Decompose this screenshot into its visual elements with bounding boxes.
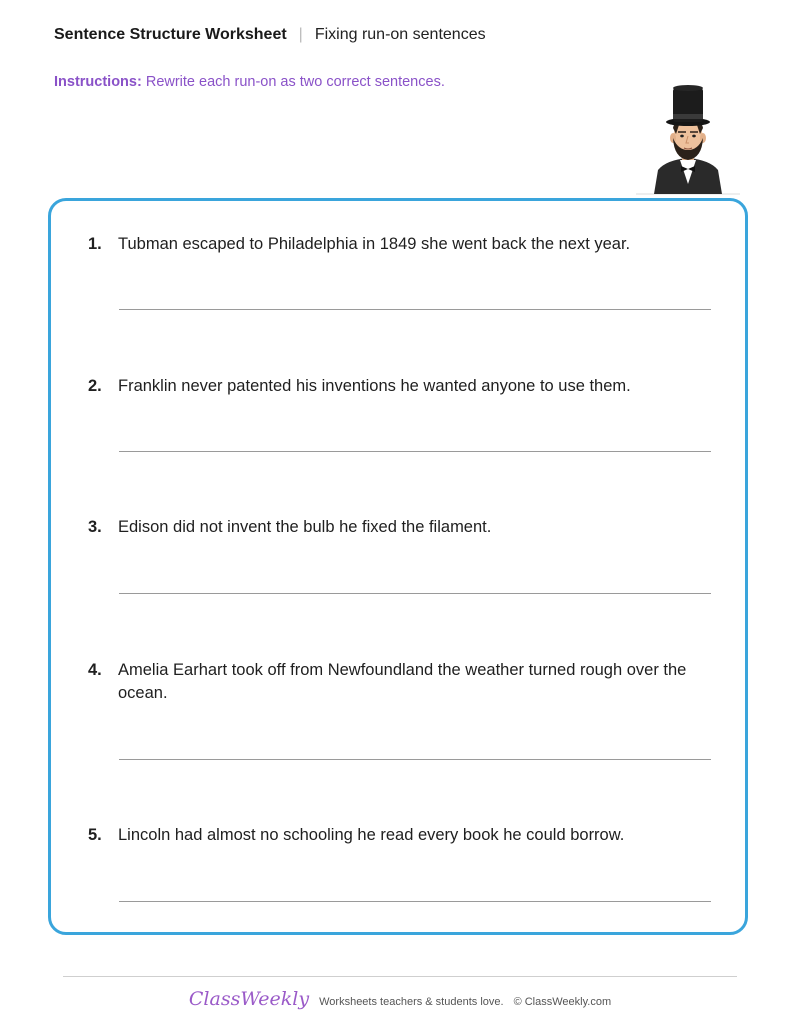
worksheet-title: Sentence Structure Worksheet: [54, 26, 287, 43]
answer-line-4[interactable]: [119, 759, 711, 760]
answer-line-3[interactable]: [119, 593, 711, 594]
question-1: [88, 233, 708, 256]
question-number: 2.: [88, 377, 102, 395]
footer-divider: [63, 976, 737, 977]
question-3: [88, 516, 708, 539]
instructions: [54, 74, 445, 90]
brand-logo: ClassWeekly: [188, 988, 310, 1010]
lincoln-mascot-icon: [636, 84, 740, 196]
worksheet-subtitle: Fixing run-on sentences: [314, 26, 486, 43]
worksheet-header: [54, 26, 486, 44]
footer-copyright: © ClassWeekly.com: [513, 996, 612, 1008]
question-text: Tubman escaped to Philadelphia in 1849 she went back the next year.: [118, 235, 631, 253]
question-5: [88, 824, 708, 847]
question-text: Lincoln had almost no schooling he read every book he could borrow.: [118, 826, 625, 844]
question-text: Edison did not invent the bulb he fixed the filament.: [118, 518, 492, 536]
question-4: [88, 659, 708, 705]
question-number: 1.: [88, 235, 102, 253]
question-text: Amelia Earhart took off from Newfoundland the weather turned rough over the ocean.: [118, 661, 687, 702]
answer-line-5[interactable]: [119, 901, 711, 902]
question-number: 5.: [88, 826, 102, 844]
answer-line-2[interactable]: [119, 451, 711, 452]
question-number: 3.: [88, 518, 102, 536]
answer-line-1[interactable]: [119, 309, 711, 310]
instructions-label: Instructions:: [54, 74, 142, 90]
instructions-text: Rewrite each run-on as two correct sentences.: [145, 74, 445, 90]
question-2: [88, 375, 708, 398]
header-separator: |: [298, 26, 303, 43]
question-text: Franklin never patented his inventions he wanted anyone to use them.: [118, 377, 631, 395]
footer: [0, 988, 800, 1010]
question-number: 4.: [88, 661, 102, 679]
footer-tagline: Worksheets teachers & students love.: [319, 996, 504, 1008]
